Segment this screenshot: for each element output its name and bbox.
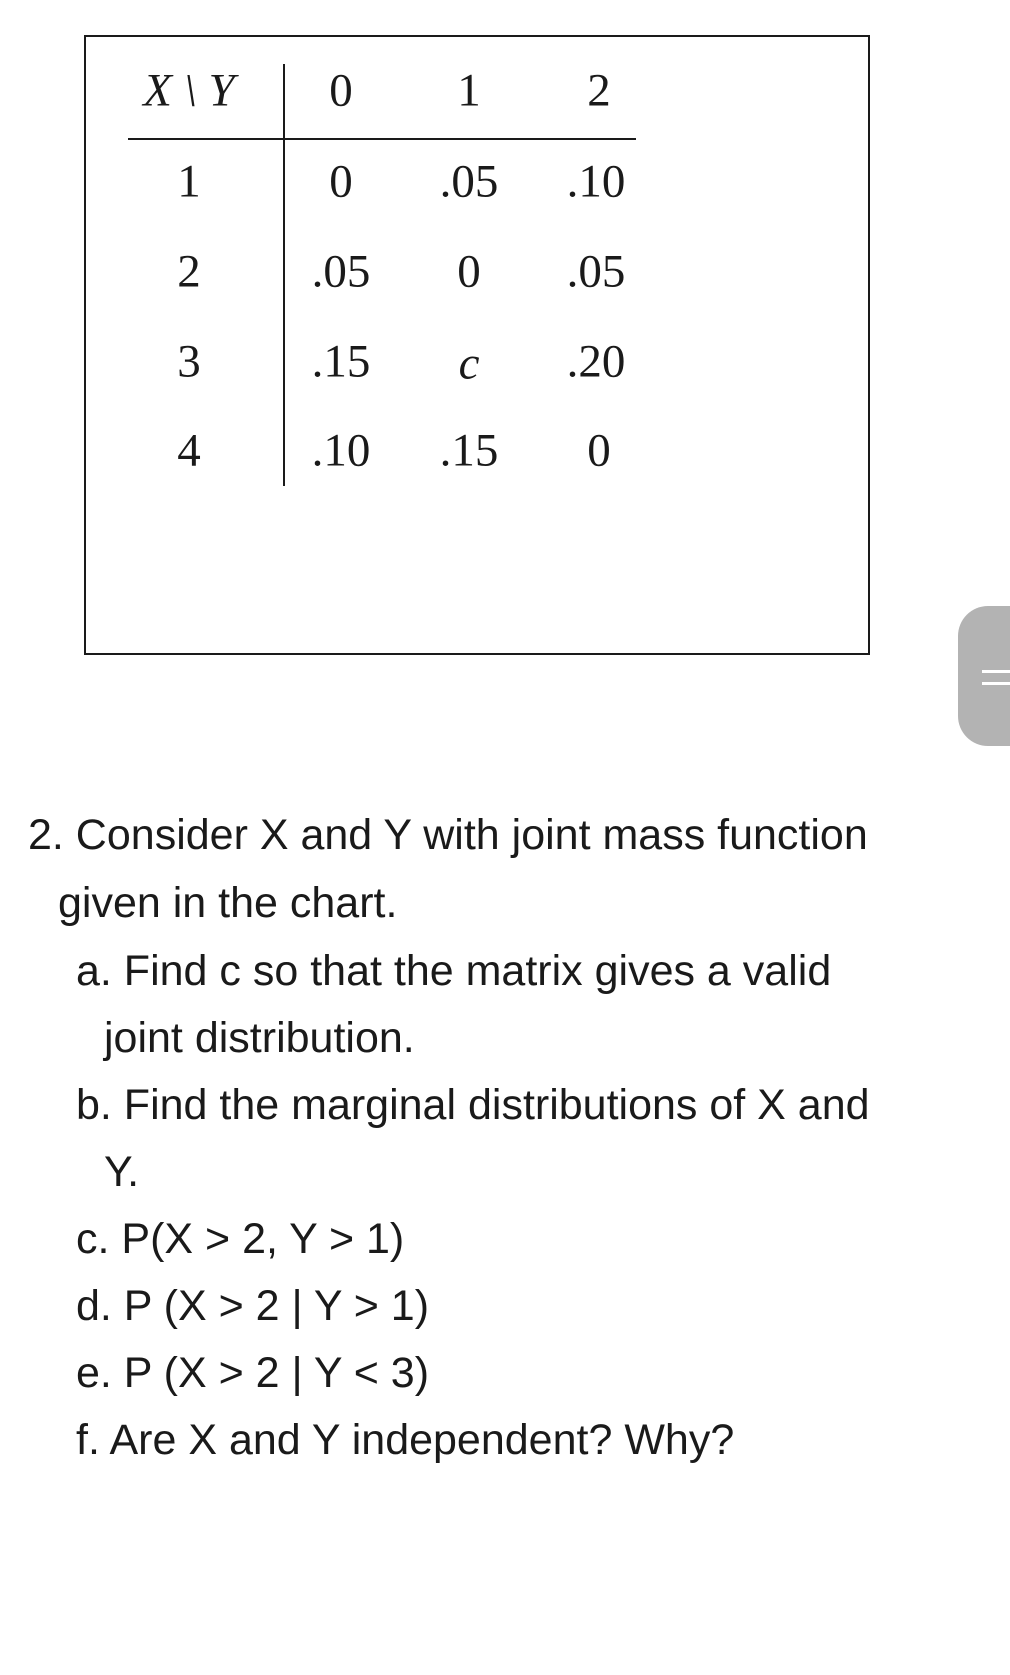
table-cell: .05: [311, 245, 371, 298]
column-header-y2: 2: [587, 64, 611, 117]
table-cell: 0: [587, 424, 611, 477]
row-label-x1: 1: [177, 155, 201, 208]
question-b-continued: Y.: [104, 1148, 140, 1196]
question-a: a. Find c so that the matrix gives a valid: [76, 947, 832, 995]
question-e: e. P (X > 2 | Y < 3): [76, 1349, 430, 1397]
side-scroll-handle[interactable]: [958, 606, 1010, 746]
row-label-x3: 3: [177, 335, 201, 388]
column-header-y0: 0: [329, 64, 353, 117]
problem-intro-line: 2. Consider X and Y with joint mass function: [28, 811, 868, 859]
table-cell: 0: [329, 155, 353, 208]
table-cell: .05: [566, 245, 626, 298]
table-cell: .10: [311, 424, 371, 477]
table-cell: 0: [457, 245, 481, 298]
table-corner-label: X \ Y: [143, 64, 235, 117]
grip-line-icon: [982, 682, 1010, 685]
grip-line-icon: [982, 670, 1010, 673]
table-cell: .05: [439, 155, 499, 208]
row-label-x2: 2: [177, 245, 201, 298]
table-cell: .15: [439, 424, 499, 477]
column-header-y1: 1: [457, 64, 481, 117]
problem-intro-line: given in the chart.: [58, 879, 398, 927]
table-cell-unknown-c: c: [458, 337, 480, 390]
table-cell: .15: [311, 335, 371, 388]
question-f: f. Are X and Y independent? Why?: [76, 1416, 735, 1464]
row-label-divider: [283, 64, 285, 486]
question-d: d. P (X > 2 | Y > 1): [76, 1282, 430, 1330]
question-b: b. Find the marginal distributions of X and: [76, 1081, 870, 1129]
table-cell: .10: [566, 155, 626, 208]
question-a-continued: joint distribution.: [104, 1014, 415, 1062]
header-divider: [128, 138, 636, 140]
row-label-x4: 4: [177, 424, 201, 477]
table-cell: .20: [566, 335, 626, 388]
question-c: c. P(X > 2, Y > 1): [76, 1215, 405, 1263]
